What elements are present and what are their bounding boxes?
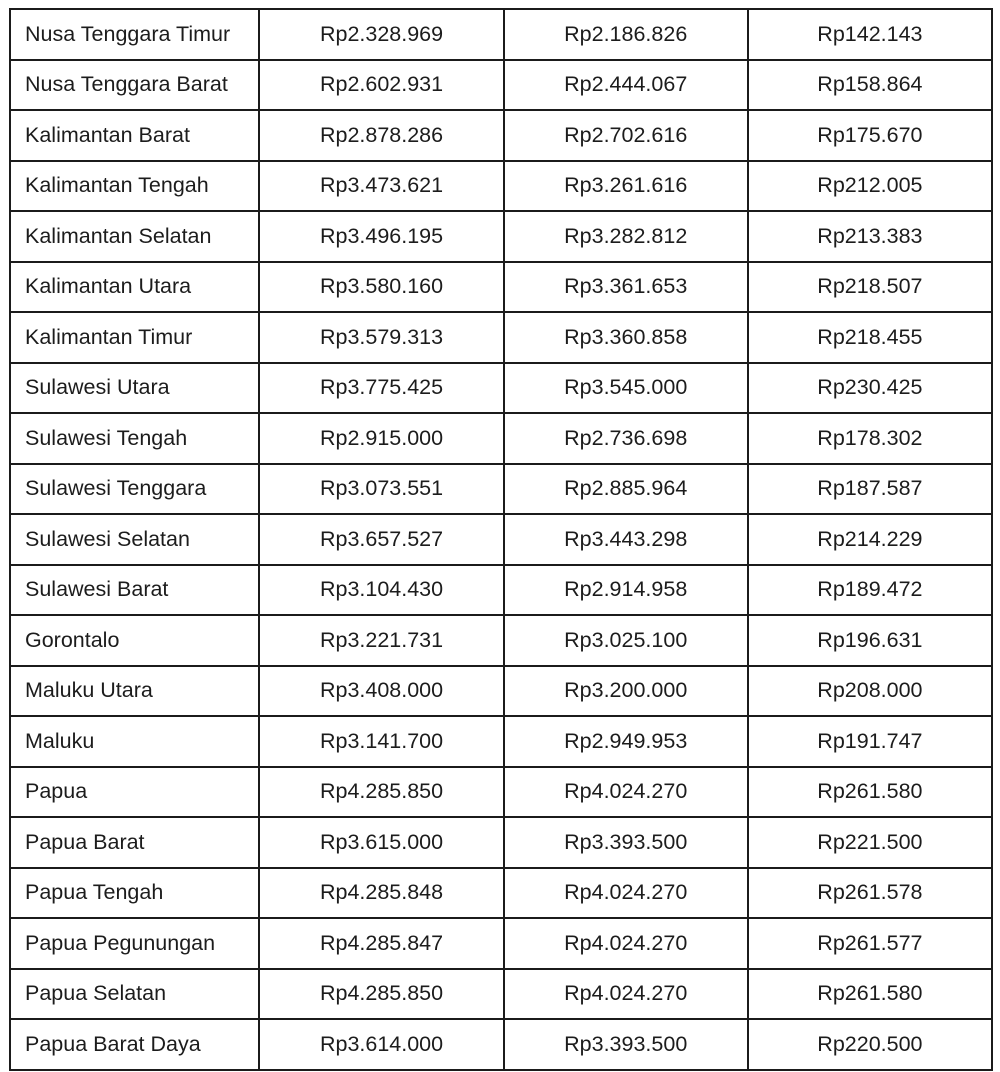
table-row	[10, 110, 992, 161]
province-cell: Maluku	[10, 716, 259, 767]
amount-cell-3: Rp191.747	[748, 716, 992, 767]
amount-cell-2: Rp3.261.616	[504, 161, 748, 212]
amount-cell-1: Rp3.580.160	[259, 262, 503, 313]
amount-cell-2: Rp4.024.270	[504, 868, 748, 919]
province-cell: Papua Barat	[10, 817, 259, 868]
amount-cell-2: Rp3.200.000	[504, 666, 748, 717]
amount-cell-3: Rp214.229	[748, 514, 992, 565]
table-row	[10, 716, 992, 767]
amount-cell-3: Rp175.670	[748, 110, 992, 161]
amount-cell-2: Rp4.024.270	[504, 918, 748, 969]
amount-cell-3: Rp213.383	[748, 211, 992, 262]
amount-cell-1: Rp4.285.847	[259, 918, 503, 969]
amount-cell-1: Rp4.285.848	[259, 868, 503, 919]
amount-cell-3: Rp212.005	[748, 161, 992, 212]
province-cell: Papua Pegunungan	[10, 918, 259, 969]
province-cell: Sulawesi Barat	[10, 565, 259, 616]
amount-cell-1: Rp3.614.000	[259, 1019, 503, 1070]
amount-cell-3: Rp187.587	[748, 464, 992, 515]
province-cell: Sulawesi Utara	[10, 363, 259, 414]
amount-cell-3: Rp208.000	[748, 666, 992, 717]
table-row	[10, 413, 992, 464]
amount-cell-1: Rp2.328.969	[259, 9, 503, 60]
amount-cell-3: Rp196.631	[748, 615, 992, 666]
province-cell: Kalimantan Selatan	[10, 211, 259, 262]
amount-cell-3: Rp221.500	[748, 817, 992, 868]
table-row	[10, 969, 992, 1020]
amount-cell-2: Rp2.736.698	[504, 413, 748, 464]
amount-cell-2: Rp4.024.270	[504, 767, 748, 818]
amount-cell-1: Rp2.878.286	[259, 110, 503, 161]
amount-cell-2: Rp3.361.653	[504, 262, 748, 313]
amount-cell-2: Rp3.393.500	[504, 817, 748, 868]
amount-cell-1: Rp3.496.195	[259, 211, 503, 262]
amount-cell-3: Rp218.455	[748, 312, 992, 363]
province-cell: Kalimantan Timur	[10, 312, 259, 363]
amount-cell-1: Rp4.285.850	[259, 767, 503, 818]
table-row	[10, 161, 992, 212]
province-cell: Kalimantan Tengah	[10, 161, 259, 212]
amount-cell-2: Rp4.024.270	[504, 969, 748, 1020]
province-wage-table	[9, 8, 993, 1071]
province-cell: Nusa Tenggara Barat	[10, 60, 259, 111]
table-row	[10, 9, 992, 60]
amount-cell-2: Rp3.443.298	[504, 514, 748, 565]
amount-cell-3: Rp261.578	[748, 868, 992, 919]
amount-cell-1: Rp3.141.700	[259, 716, 503, 767]
table-row	[10, 565, 992, 616]
table-row	[10, 211, 992, 262]
amount-cell-1: Rp2.915.000	[259, 413, 503, 464]
amount-cell-2: Rp2.885.964	[504, 464, 748, 515]
table-row	[10, 514, 992, 565]
province-cell: Nusa Tenggara Timur	[10, 9, 259, 60]
province-cell: Kalimantan Barat	[10, 110, 259, 161]
province-cell: Papua Tengah	[10, 868, 259, 919]
table-row	[10, 666, 992, 717]
amount-cell-3: Rp218.507	[748, 262, 992, 313]
table-row	[10, 918, 992, 969]
amount-cell-3: Rp230.425	[748, 363, 992, 414]
table-row	[10, 615, 992, 666]
amount-cell-3: Rp142.143	[748, 9, 992, 60]
province-cell: Sulawesi Selatan	[10, 514, 259, 565]
amount-cell-2: Rp3.393.500	[504, 1019, 748, 1070]
amount-cell-2: Rp3.545.000	[504, 363, 748, 414]
amount-cell-1: Rp3.408.000	[259, 666, 503, 717]
amount-cell-1: Rp3.473.621	[259, 161, 503, 212]
amount-cell-1: Rp3.104.430	[259, 565, 503, 616]
province-cell: Maluku Utara	[10, 666, 259, 717]
province-cell: Papua Selatan	[10, 969, 259, 1020]
amount-cell-3: Rp261.580	[748, 767, 992, 818]
amount-cell-2: Rp2.186.826	[504, 9, 748, 60]
amount-cell-2: Rp2.444.067	[504, 60, 748, 111]
province-cell: Sulawesi Tengah	[10, 413, 259, 464]
amount-cell-1: Rp3.073.551	[259, 464, 503, 515]
province-cell: Papua	[10, 767, 259, 818]
amount-cell-1: Rp2.602.931	[259, 60, 503, 111]
amount-cell-3: Rp261.580	[748, 969, 992, 1020]
province-cell: Gorontalo	[10, 615, 259, 666]
amount-cell-1: Rp3.615.000	[259, 817, 503, 868]
amount-cell-1: Rp3.221.731	[259, 615, 503, 666]
table-row	[10, 60, 992, 111]
amount-cell-2: Rp3.360.858	[504, 312, 748, 363]
amount-cell-1: Rp3.579.313	[259, 312, 503, 363]
amount-cell-2: Rp2.702.616	[504, 110, 748, 161]
amount-cell-1: Rp3.775.425	[259, 363, 503, 414]
amount-cell-3: Rp189.472	[748, 565, 992, 616]
amount-cell-1: Rp4.285.850	[259, 969, 503, 1020]
table-row	[10, 262, 992, 313]
amount-cell-3: Rp178.302	[748, 413, 992, 464]
table-row	[10, 817, 992, 868]
province-cell: Kalimantan Utara	[10, 262, 259, 313]
table-body	[10, 9, 992, 1070]
table-row	[10, 464, 992, 515]
amount-cell-3: Rp261.577	[748, 918, 992, 969]
province-cell: Papua Barat Daya	[10, 1019, 259, 1070]
amount-cell-2: Rp2.914.958	[504, 565, 748, 616]
table-row	[10, 767, 992, 818]
amount-cell-3: Rp220.500	[748, 1019, 992, 1070]
amount-cell-2: Rp3.025.100	[504, 615, 748, 666]
table-row	[10, 312, 992, 363]
amount-cell-3: Rp158.864	[748, 60, 992, 111]
amount-cell-1: Rp3.657.527	[259, 514, 503, 565]
amount-cell-2: Rp2.949.953	[504, 716, 748, 767]
table-row	[10, 363, 992, 414]
table-row	[10, 1019, 992, 1070]
table-row	[10, 868, 992, 919]
amount-cell-2: Rp3.282.812	[504, 211, 748, 262]
province-cell: Sulawesi Tenggara	[10, 464, 259, 515]
